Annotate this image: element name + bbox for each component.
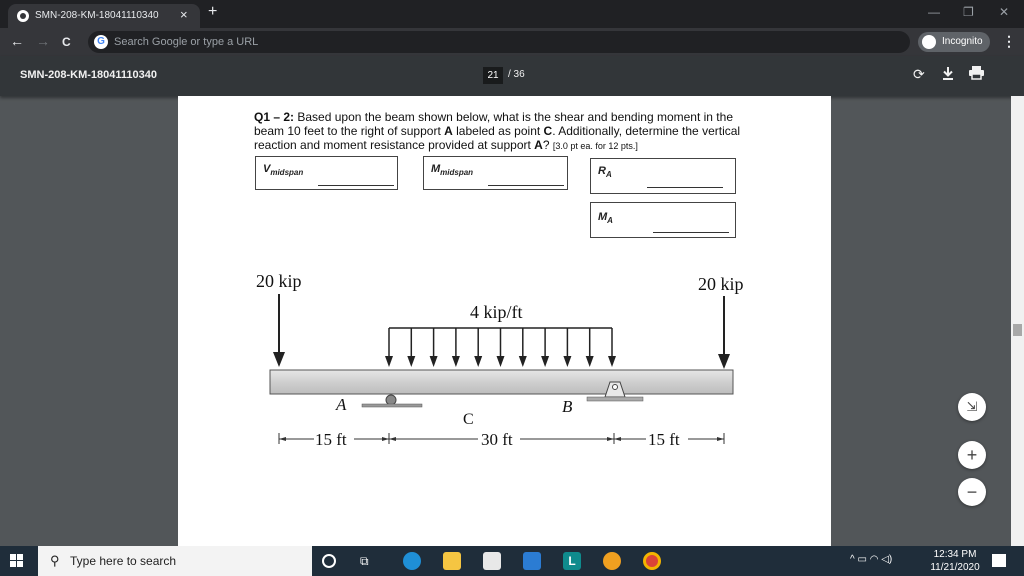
m-midspan-label: $M_{midspan}$: [431, 163, 474, 178]
google-icon: G: [94, 35, 108, 49]
distributed-load-arrows: [385, 328, 616, 367]
incognito-favicon-icon: [17, 10, 29, 22]
print-icon[interactable]: [969, 66, 984, 83]
udl-arrow-head: [541, 356, 549, 367]
beam: [270, 370, 733, 394]
tab-close-icon[interactable]: ×: [180, 7, 188, 22]
distributed-load-label: 4 kip/ft: [470, 302, 523, 322]
download-icon[interactable]: [942, 66, 954, 83]
windows-start-icon[interactable]: [10, 554, 24, 568]
system-tray-icons[interactable]: ^ ▭ ◠ ◁): [850, 554, 893, 565]
udl-arrow-head: [563, 356, 571, 367]
udl-arrow-head: [385, 356, 393, 367]
browser-tab[interactable]: [8, 4, 200, 28]
clock-date: 11/21/2020: [930, 562, 980, 573]
browser-toolbar: [0, 28, 1024, 56]
search-icon: ⚲: [50, 553, 60, 568]
dim-mid-label: 30 ft: [481, 430, 513, 449]
zoom-out-button[interactable]: −: [958, 478, 986, 506]
pdf-toolbar: [0, 56, 1024, 96]
forward-button[interactable]: →: [36, 33, 50, 49]
beam-diagram: [178, 246, 831, 466]
udl-arrow-head: [608, 356, 616, 367]
ra-label: $R_A$: [598, 165, 612, 180]
incognito-label: Incognito: [942, 36, 983, 47]
udl-arrow-head: [430, 356, 438, 367]
chrome-icon[interactable]: [643, 552, 661, 570]
udl-arrow-head: [497, 356, 505, 367]
tab-title: SMN-208-KM-18041110340: [35, 10, 159, 21]
store-icon[interactable]: [483, 552, 501, 570]
notifications-icon[interactable]: [992, 554, 1006, 567]
mail-icon[interactable]: [523, 552, 541, 570]
udl-arrow-head: [407, 356, 415, 367]
scrollbar-thumb[interactable]: [1013, 324, 1022, 336]
reload-button[interactable]: C: [62, 35, 71, 49]
file-explorer-icon[interactable]: [443, 552, 461, 570]
udl-arrow-head: [452, 356, 460, 367]
browser-tab-strip: [0, 0, 1024, 28]
support-a-label: A: [336, 395, 347, 414]
incognito-icon: [922, 35, 936, 49]
cortana-icon[interactable]: [322, 554, 336, 568]
udl-arrow-head: [586, 356, 594, 367]
support-b-label: B: [562, 397, 573, 416]
windows-taskbar: [0, 546, 1024, 576]
ma-label: $M_A$: [598, 211, 613, 226]
pdf-file-name: SMN-208-KM-18041110340: [20, 69, 157, 81]
new-tab-button[interactable]: +: [208, 3, 218, 20]
left-load-label: 20 kip: [256, 271, 302, 291]
answer-box-m-midspan[interactable]: [423, 156, 568, 190]
edge-icon[interactable]: [403, 552, 421, 570]
answer-box-ma[interactable]: [590, 202, 736, 238]
clock[interactable]: [930, 548, 980, 574]
vertical-scrollbar[interactable]: [1011, 96, 1024, 546]
dim-left-label: 15 ft: [315, 430, 347, 449]
v-midspan-label: $V_{midspan}$: [263, 163, 304, 178]
learning-app-icon[interactable]: L: [563, 552, 581, 570]
vpn-app-icon[interactable]: [603, 552, 621, 570]
udl-arrow-head: [474, 356, 482, 367]
taskbar-search-box[interactable]: [38, 546, 312, 576]
task-view-icon[interactable]: ⧉: [360, 554, 369, 568]
dim-right-label: 15 ft: [648, 430, 680, 449]
incognito-badge[interactable]: [918, 32, 990, 52]
close-window-button[interactable]: ✕: [999, 5, 1010, 19]
address-bar[interactable]: [88, 31, 910, 53]
zoom-in-button[interactable]: +: [958, 441, 986, 469]
fit-page-button[interactable]: ⇲: [958, 393, 986, 421]
browser-menu-icon[interactable]: ⋮: [1002, 33, 1016, 49]
right-point-load-arrow: [718, 296, 730, 369]
taskbar-search-placeholder: Type here to search: [70, 554, 177, 568]
question-text: Q1 – 2: Based upon the beam shown below, what is the shear and bending moment in the beam 10 feet to the right of support A labeled as point C. Additionally, determine the vertical reaction and moment resistance provided at support A? [3.0 pt ea. for 12 pts.]: [254, 110, 741, 152]
answer-box-ra[interactable]: [590, 158, 736, 194]
rotate-icon[interactable]: ⟳: [913, 66, 925, 82]
answer-box-v-midspan[interactable]: [255, 156, 398, 190]
restore-button[interactable]: ❐: [963, 5, 974, 19]
udl-arrow-head: [519, 356, 527, 367]
left-point-load-arrow: [273, 294, 285, 367]
address-placeholder: Search Google or type a URL: [114, 36, 259, 48]
minimize-button[interactable]: —: [928, 5, 940, 19]
clock-time: 12:34 PM: [933, 549, 977, 560]
right-load-label: 20 kip: [698, 274, 744, 294]
points-note: [3.0 pt ea. for 12 pts.]: [552, 141, 638, 151]
page-number-input[interactable]: 21: [483, 67, 503, 84]
support-a-roller: [362, 395, 422, 407]
point-c-label: C: [463, 411, 474, 428]
page-count: / 36: [508, 69, 525, 80]
pdf-page: [178, 96, 831, 546]
question-number: Q1 – 2:: [254, 110, 295, 124]
back-button[interactable]: ←: [10, 33, 24, 49]
